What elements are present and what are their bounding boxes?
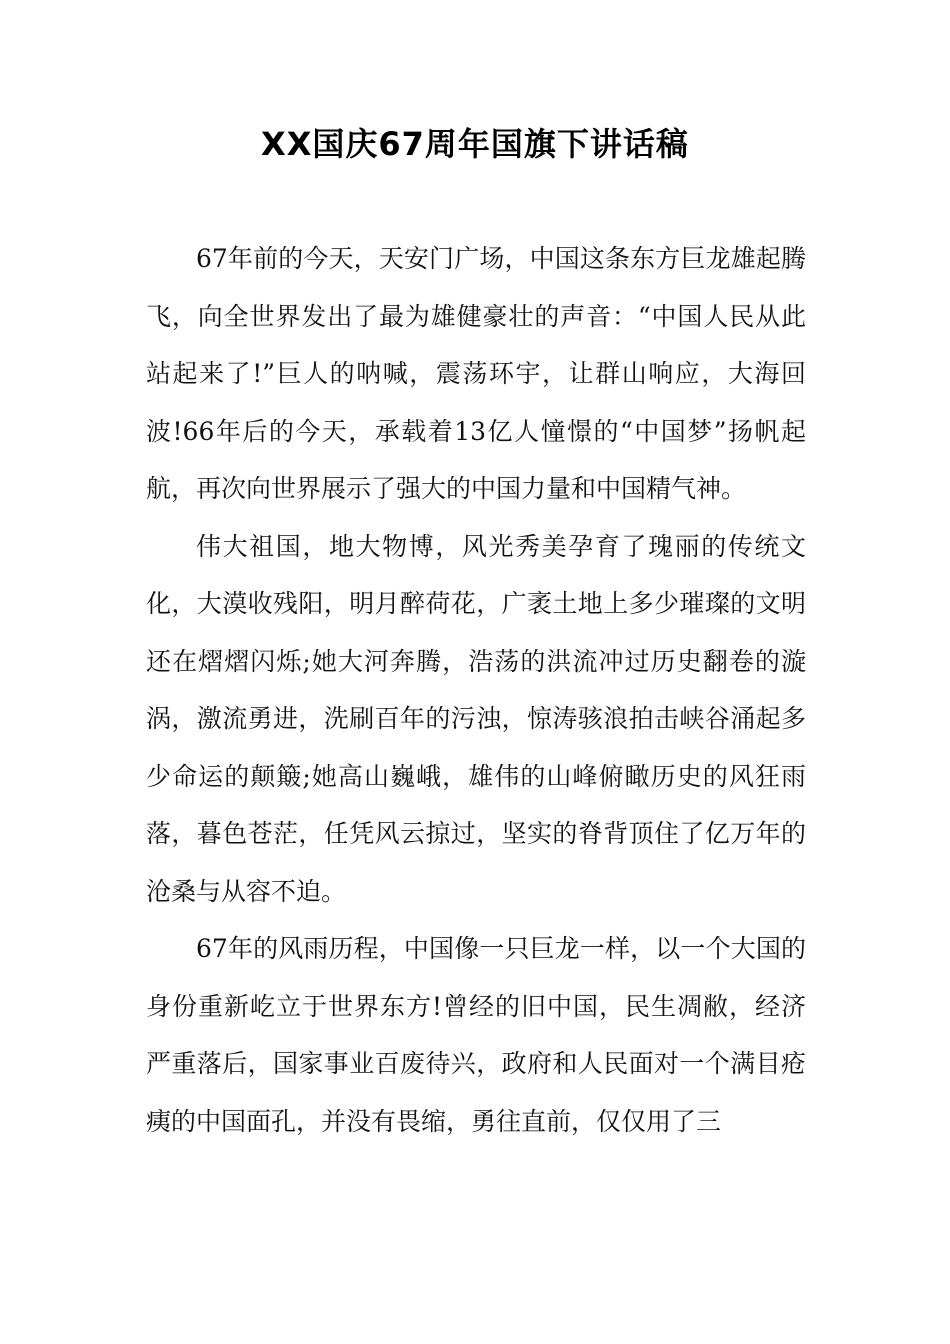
paragraph-3: 67年的风雨历程，中国像一只巨龙一样，以一个大国的身份重新屹立于世界东方!曾经的旧中国，民生凋敝，经济严重落后，国家事业百废待兴，政府和人民面对一个满目疮痍的中国面孔，并没有畏缩，勇往直前，仅仅用了三 [146, 934, 806, 1136]
document-title: XX国庆67周年国旗下讲话稿 [261, 125, 689, 163]
paragraph-2: 伟大祖国，地大物博，风光秀美孕育了瑰丽的传统文化，大漠收残阳，明月醉荷花，广袤土地上多少璀璨的文明还在熠熠闪烁;她大河奔腾，浩荡的洪流冲过历史翻卷的漩涡，激流勇进，洗刷百年的污浊，惊涛骇浪拍击峡谷涌起多少命运的颠簸;她高山巍峨，雄伟的山峰俯瞰历史的风狂雨落，暮色苍茫，任凭风云掠过，坚实的脊背顶住了亿万年的沧桑与从容不迫。 [146, 531, 806, 906]
document-body [146, 230, 806, 1150]
paragraph-1: 67年前的今天，天安门广场，中国这条东方巨龙雄起腾飞，向全世界发出了最为雄健豪壮的声音：“中国人民从此站起来了!”巨人的呐喊，震荡环宇，让群山响应，大海回波!66年后的今天，承载着13亿人憧憬的“中国梦”扬帆起航，再次向世界展示了强大的中国力量和中国精气神。 [146, 244, 806, 503]
